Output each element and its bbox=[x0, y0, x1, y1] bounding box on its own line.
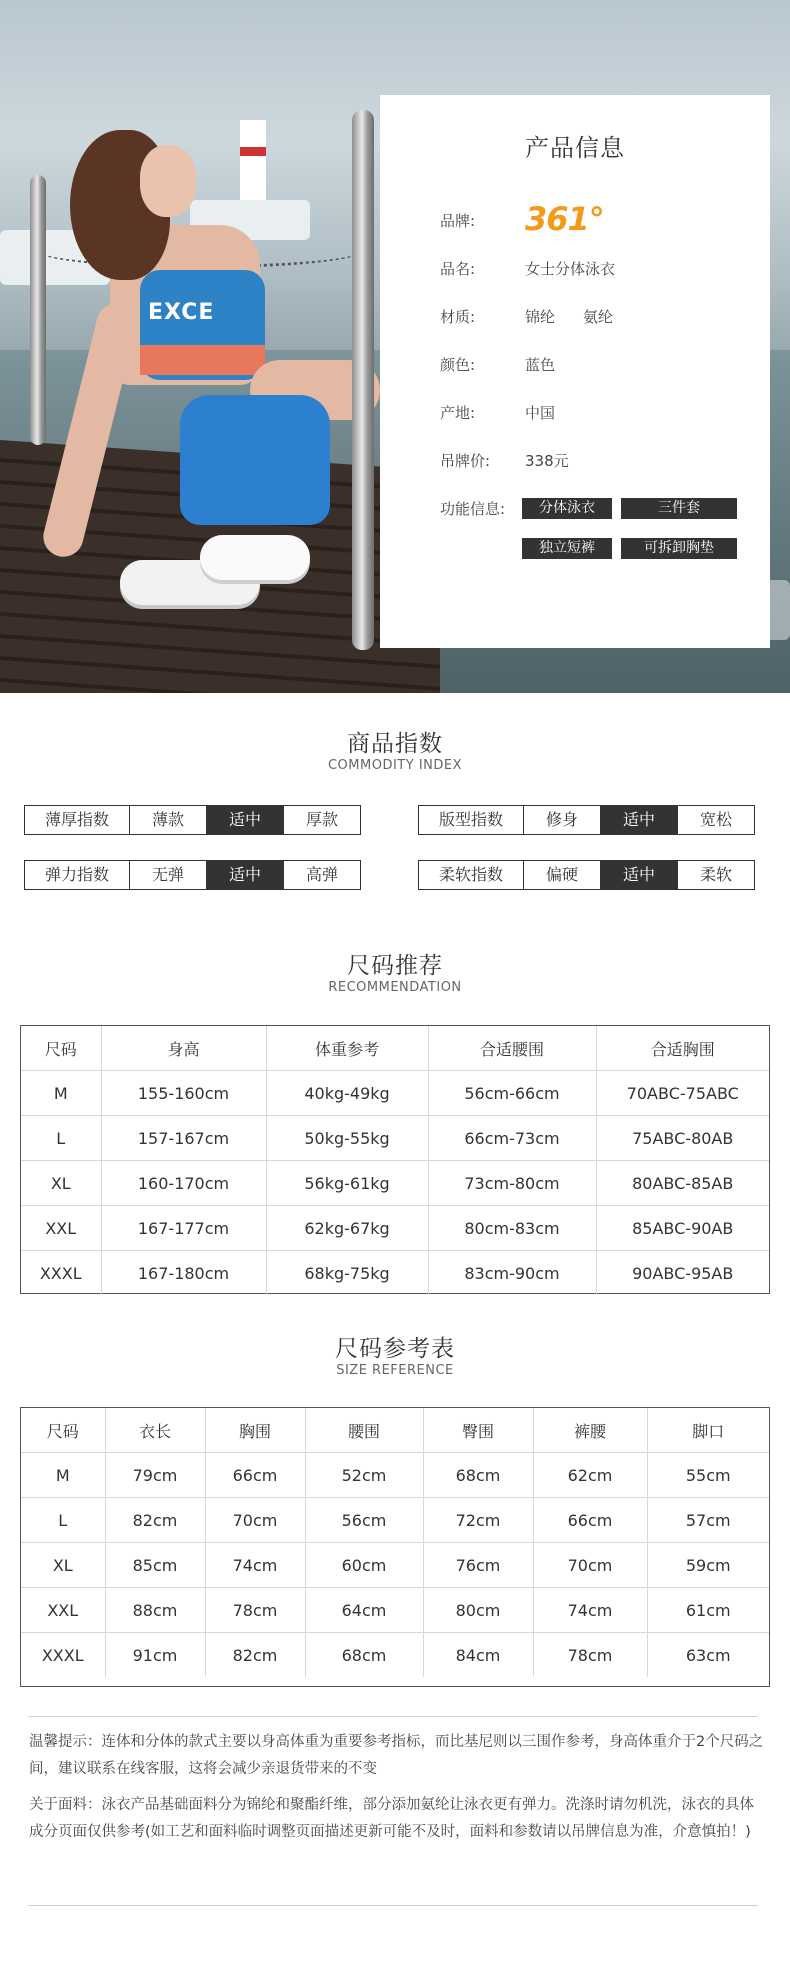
table-cell: 82cm bbox=[105, 1498, 205, 1543]
table-cell: 56cm-66cm bbox=[428, 1071, 596, 1116]
feature-tag: 可拆卸胸垫 bbox=[621, 538, 737, 559]
table-row bbox=[21, 1206, 769, 1251]
table-cell: 74cm bbox=[205, 1543, 305, 1588]
size-reference-title: 尺码参考表 bbox=[335, 1336, 455, 1362]
lighthouse bbox=[240, 120, 266, 210]
column-header: 尺码 bbox=[21, 1026, 101, 1071]
index-fit bbox=[418, 805, 755, 835]
table-cell: 90ABC-95AB bbox=[632, 1263, 734, 1283]
table-row bbox=[21, 1633, 769, 1678]
table-cell: 155-160cm bbox=[101, 1071, 266, 1116]
table-cell: 66cm bbox=[205, 1453, 305, 1498]
index-option: 修身 bbox=[523, 806, 600, 834]
column-header: 衣长 bbox=[105, 1408, 205, 1453]
divider bbox=[28, 1716, 758, 1717]
index-softness bbox=[418, 860, 755, 890]
table-cell: L bbox=[21, 1498, 105, 1543]
size-reference-subtitle: SIZE REFERENCE bbox=[336, 1363, 454, 1378]
table-cell: 80cm-83cm bbox=[428, 1206, 596, 1251]
table-cell: 64cm bbox=[305, 1588, 423, 1633]
table-cell: 75ABC-80AB bbox=[596, 1116, 769, 1161]
recommendation-table bbox=[21, 1026, 769, 1295]
table-cell: XXL bbox=[21, 1588, 105, 1633]
index-name: 弹力指数 bbox=[44, 865, 109, 884]
swim-top-band bbox=[140, 345, 265, 375]
table-cell: 80cm bbox=[423, 1588, 533, 1633]
product-info-title: 产品信息 bbox=[525, 134, 625, 162]
divider bbox=[28, 1905, 758, 1906]
index-option-selected: 适中 bbox=[600, 861, 677, 889]
column-header: 体重参考 bbox=[266, 1026, 428, 1071]
price-label: 吊牌价: bbox=[440, 452, 491, 470]
table-cell: 85ABC-90AB bbox=[596, 1206, 769, 1251]
table-cell: 61cm bbox=[647, 1588, 769, 1633]
index-option: 厚款 bbox=[283, 806, 360, 834]
column-header: 身高 bbox=[101, 1026, 266, 1071]
table-row bbox=[21, 1071, 769, 1116]
table-row bbox=[21, 1498, 769, 1543]
table-cell: 50kg-55kg bbox=[266, 1116, 428, 1161]
column-header: 裤腰 bbox=[533, 1408, 647, 1453]
material-value: 氨纶 bbox=[583, 308, 614, 326]
index-name: 薄厚指数 bbox=[44, 810, 109, 829]
pier-post bbox=[352, 110, 374, 650]
size-reference-table bbox=[21, 1408, 769, 1677]
table-cell: 56cm bbox=[305, 1498, 423, 1543]
index-option: 偏硬 bbox=[523, 861, 600, 889]
table-cell: M bbox=[21, 1071, 101, 1116]
index-option-selected: 适中 bbox=[600, 806, 677, 834]
index-option: 宽松 bbox=[677, 806, 754, 834]
table-cell: 80ABC-85AB bbox=[596, 1161, 769, 1206]
table-row bbox=[21, 1543, 769, 1588]
feature-tag: 独立短裤 bbox=[522, 538, 612, 559]
hero-photo bbox=[0, 0, 790, 693]
table-cell: 59cm bbox=[647, 1543, 769, 1588]
commodity-index-subtitle: COMMODITY INDEX bbox=[327, 758, 463, 773]
size-reference-header-row bbox=[21, 1408, 769, 1453]
table-cell: 56kg-61kg bbox=[266, 1161, 428, 1206]
table-cell: XL bbox=[21, 1161, 101, 1206]
table-cell: 74cm bbox=[533, 1588, 647, 1633]
recommendation-title: 尺码推荐 bbox=[347, 953, 443, 979]
pier-post bbox=[30, 175, 46, 445]
price-value: 338元 bbox=[525, 452, 569, 470]
table-cell: XL bbox=[21, 1543, 105, 1588]
feature-tag: 三件套 bbox=[621, 498, 737, 519]
table-cell: 167-180cm bbox=[101, 1251, 266, 1296]
table-cell: 70cm bbox=[533, 1543, 647, 1588]
table-cell: 70ABC-75ABC bbox=[596, 1071, 769, 1116]
table-cell: 167-177cm bbox=[101, 1206, 266, 1251]
table-cell: 66cm-73cm bbox=[428, 1116, 596, 1161]
column-header: 臀围 bbox=[423, 1408, 533, 1453]
table-cell: L bbox=[21, 1116, 101, 1161]
table-cell: 78cm bbox=[533, 1633, 647, 1678]
slipper bbox=[200, 535, 310, 580]
table-cell: 66cm bbox=[533, 1498, 647, 1543]
table-cell: 83cm-90cm bbox=[428, 1251, 596, 1296]
table-cell: 91cm bbox=[105, 1633, 205, 1678]
index-option-selected: 适中 bbox=[206, 806, 283, 834]
table-row bbox=[21, 1116, 769, 1161]
index-name: 版型指数 bbox=[438, 810, 503, 829]
table-cell: 157-167cm bbox=[101, 1116, 266, 1161]
table-cell: 52cm bbox=[305, 1453, 423, 1498]
table-cell: 60cm bbox=[305, 1543, 423, 1588]
index-option: 薄款 bbox=[129, 806, 206, 834]
material-value: 锦纶 bbox=[525, 308, 556, 326]
origin-label: 产地: bbox=[440, 404, 476, 422]
color-value: 蓝色 bbox=[525, 356, 556, 374]
model-face bbox=[140, 145, 196, 217]
table-cell: 63cm bbox=[685, 1645, 731, 1665]
table-row bbox=[21, 1453, 769, 1498]
swim-shorts bbox=[180, 395, 330, 525]
brand-logo: 361° bbox=[525, 200, 604, 238]
table-cell: 85cm bbox=[105, 1543, 205, 1588]
table-cell: 62kg-67kg bbox=[266, 1206, 428, 1251]
index-option-selected: 适中 bbox=[206, 861, 283, 889]
color-label: 颜色: bbox=[440, 356, 476, 374]
recommendation-subtitle: RECOMMENDATION bbox=[328, 980, 462, 995]
column-header: 尺码 bbox=[21, 1408, 105, 1453]
index-option: 柔软 bbox=[677, 861, 754, 889]
table-cell: 55cm bbox=[647, 1453, 769, 1498]
brand-label: 品牌: bbox=[440, 212, 476, 230]
table-cell: 68cm bbox=[423, 1453, 533, 1498]
table-cell: 73cm-80cm bbox=[428, 1161, 596, 1206]
name-value: 女士分体泳衣 bbox=[525, 260, 616, 278]
table-row bbox=[21, 1588, 769, 1633]
table-cell: 40kg-49kg bbox=[266, 1071, 428, 1116]
table-cell: 84cm bbox=[423, 1633, 533, 1678]
fabric-note: 关于面料：泳衣产品基础面料分为锦纶和聚酯纤维，部分添加氨纶让泳衣更有弹力。洗涤时请勿机洗，泳衣的具体成分页面仅供参考(如工艺和面料临时调整页面描述更新可能不及时，面料和参数请以吊牌信息为准，介意慎拍！) bbox=[29, 1797, 754, 1840]
index-name: 柔软指数 bbox=[438, 865, 503, 884]
table-cell: 78cm bbox=[205, 1588, 305, 1633]
size-tip-note: 温馨提示：连体和分体的款式主要以身高体重为重要参考指标，而比基尼则以三围作参考，身高体重介于2个尺码之间，建议联系在线客服，这将会减少亲退货带来的不变 bbox=[29, 1734, 764, 1777]
column-header: 腰围 bbox=[305, 1408, 423, 1453]
index-elasticity bbox=[24, 860, 361, 890]
index-option: 高弹 bbox=[283, 861, 360, 889]
name-label: 品名: bbox=[440, 260, 476, 278]
table-row bbox=[21, 1161, 769, 1206]
table-cell: 68kg-75kg bbox=[266, 1251, 428, 1296]
column-header: 合适腰围 bbox=[428, 1026, 596, 1071]
table-cell: XXXL bbox=[21, 1251, 101, 1296]
table-cell: XXL bbox=[21, 1206, 101, 1251]
table-cell: 79cm bbox=[105, 1453, 205, 1498]
features-label: 功能信息: bbox=[440, 500, 506, 518]
feature-tag: 分体泳衣 bbox=[522, 498, 612, 519]
commodity-index-title: 商品指数 bbox=[347, 731, 443, 757]
table-row bbox=[21, 1251, 769, 1296]
table-cell: 70cm bbox=[205, 1498, 305, 1543]
table-cell: 76cm bbox=[423, 1543, 533, 1588]
table-cell: 57cm bbox=[647, 1498, 769, 1543]
table-cell: XXXL bbox=[21, 1633, 105, 1678]
table-cell: M bbox=[21, 1453, 105, 1498]
recommendation-header-row bbox=[21, 1026, 769, 1071]
table-cell: 62cm bbox=[533, 1453, 647, 1498]
material-label: 材质: bbox=[440, 308, 476, 326]
product-info-card bbox=[380, 95, 770, 648]
table-cell: 82cm bbox=[205, 1633, 305, 1678]
swim-top-print: EXCE bbox=[148, 300, 215, 325]
table-cell: 72cm bbox=[423, 1498, 533, 1543]
table-cell: 160-170cm bbox=[101, 1161, 266, 1206]
column-header: 合适胸围 bbox=[596, 1026, 769, 1071]
column-header: 胸围 bbox=[205, 1408, 305, 1453]
index-option: 无弹 bbox=[129, 861, 206, 889]
index-thickness bbox=[24, 805, 361, 835]
table-cell: 88cm bbox=[105, 1588, 205, 1633]
column-header: 脚口 bbox=[647, 1408, 769, 1453]
origin-value: 中国 bbox=[525, 404, 556, 422]
table-cell: 68cm bbox=[305, 1633, 423, 1678]
